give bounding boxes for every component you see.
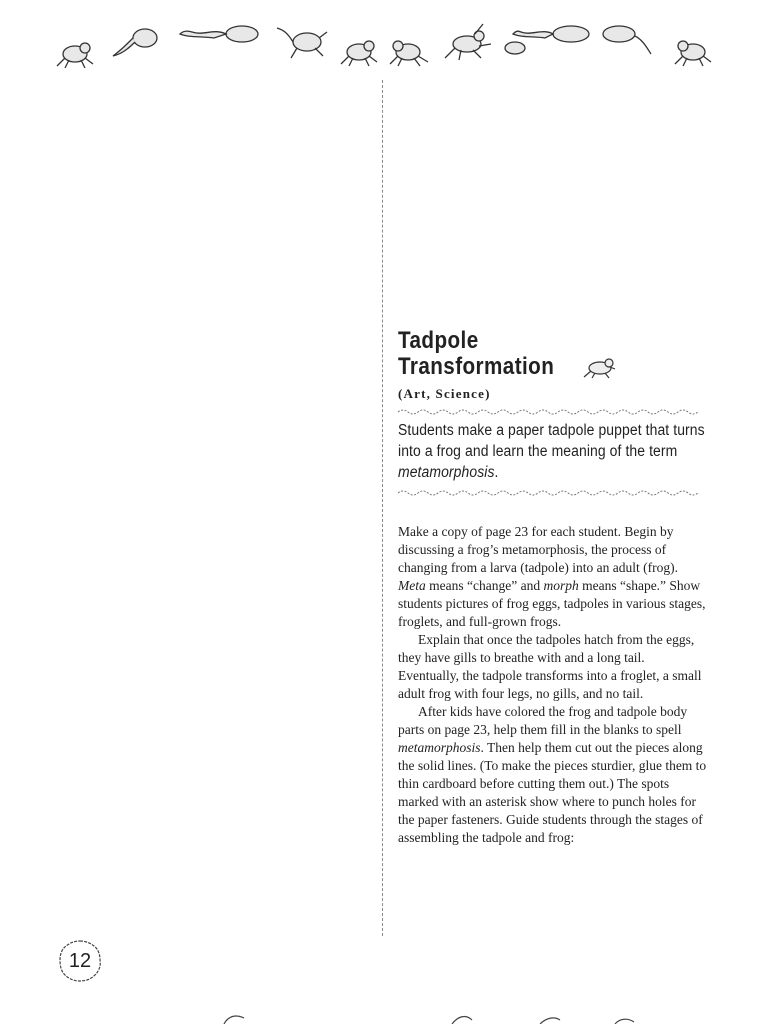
activity-section [398,328,708,847]
instructions-paragraph-3 [398,703,708,847]
paragraph-text: Make a copy of page 23 for each student. Begin by discussing a frog’s metamorphosis, the process of changing from a larva (tadpole) into an adult (frog). [398,524,679,575]
frog-icon [505,42,525,54]
activity-subjects: (Art, Science) [398,386,491,401]
paragraph-text: . Then help them cut out the pieces along the solid lines. (To make the pieces sturdier, glue them to thin cardboard before cutting them out.) The spots marked with an asterisk show where to punch holes for the paper fasteners. Guide students through the stages of assembling the tadpole and frog: [398,740,707,845]
page-number: 12 [68,950,92,972]
tadpole-icon [277,28,327,58]
tadpole-icon [513,26,589,42]
term-metamorphosis: metamorphosis [398,740,481,755]
activity-instructions [398,523,708,847]
wavy-divider-bottom [398,489,698,497]
page-number-badge [56,938,104,984]
frog-icon [582,355,616,379]
frog-icon [57,43,93,68]
term-morph: morph [543,578,579,593]
frog-icon [675,41,711,66]
summary-term: metamorphosis [398,464,495,481]
column-divider [382,80,383,936]
frog-icon [445,24,491,60]
activity-summary [398,420,708,483]
wavy-divider-top [398,408,698,416]
frog-icon [390,41,428,66]
paragraph-text: After kids have colored the frog and tadpole body parts on page 23, help them fill in the blanks to spell [398,704,688,737]
tadpole-icon [113,29,157,56]
tadpole-icon [603,26,651,54]
activity-title-line-1: Tadpole [398,327,479,354]
decorative-border-top [55,18,715,70]
summary-text: Students make a paper tadpole puppet that turns into a frog and learn the meaning of the term [398,422,705,460]
paragraph-text: means “change” and [425,578,544,593]
summary-end: . [494,464,499,481]
activity-title-row [398,354,708,380]
paragraph-text: means “shape.” Show students pictures of frog eggs, tadpoles in various stages, froglets, and full-grown frogs. [398,578,706,629]
decorative-border-bottom [220,1012,640,1024]
term-meta: Meta [398,578,426,593]
frog-icon [341,41,377,66]
instructions-paragraph-1 [398,523,708,631]
activity-title-line-2: Transformation [398,353,555,380]
instructions-paragraph-2: Explain that once the tadpoles hatch from the eggs, they have gills to breathe with and a long tail. Eventually, the tadpole transforms into a froglet, a small adult frog with four legs, no gills, and no tail. [398,632,702,701]
tadpole-icon [180,26,258,42]
